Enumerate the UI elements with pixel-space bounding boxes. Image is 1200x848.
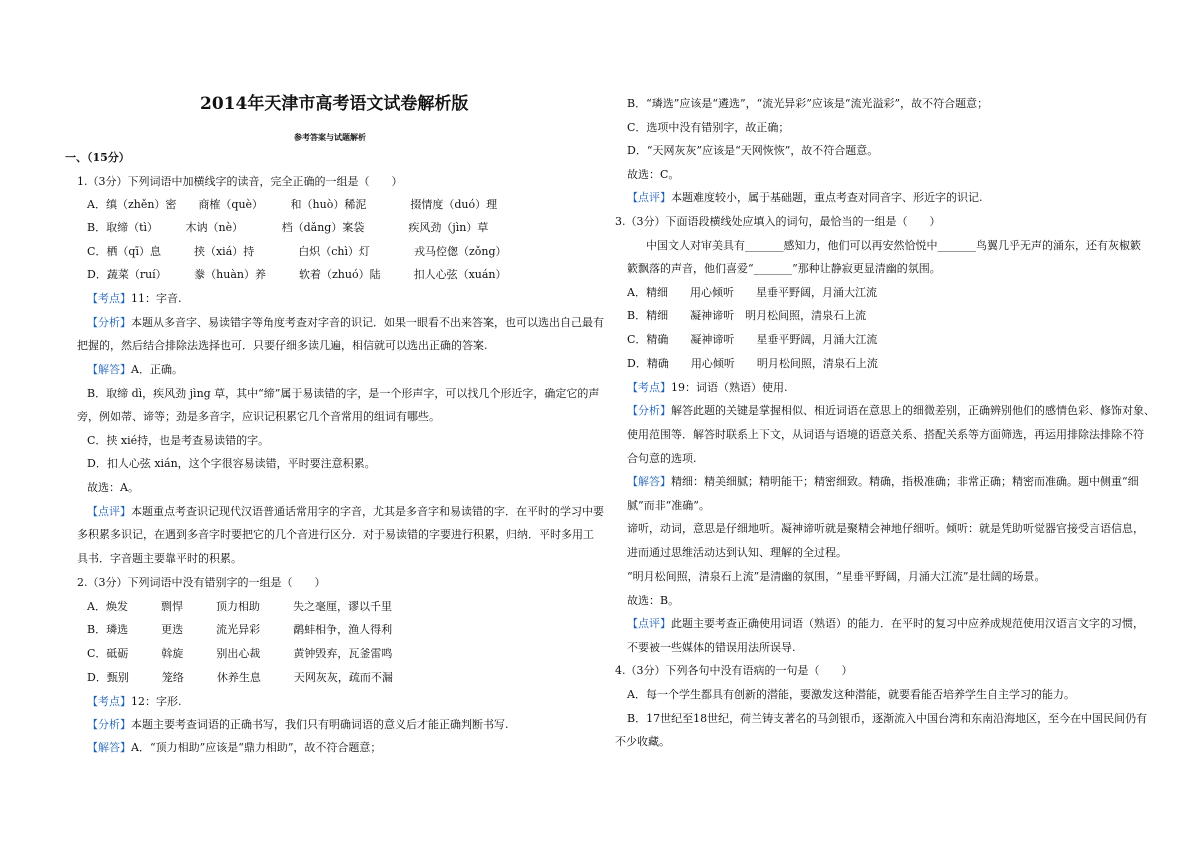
q3-answer: 故选：B。 xyxy=(627,594,680,607)
q3-dianping-2: 不要被一些媒体的错误用法所误导. xyxy=(627,641,796,654)
q1-dianping-3: 具书．字音题主要靠平时的积累。 xyxy=(77,552,242,565)
section-tag: 【考点】 xyxy=(627,381,671,394)
q3-fenxi-3: 合句意的选项. xyxy=(627,452,697,465)
q3-jieda-2: 腻”而非“准确”。 xyxy=(627,499,710,512)
q3-jieda-3: 谛听，动词，意思是仔细地听。凝神谛听就是聚精会神地仔细听。倾听：就是凭助听觉器官接受言语信息， xyxy=(627,522,1144,535)
q2-fenxi: 【分析】本题主要考查词语的正确书写，我们只有明确词语的意义后才能正确判断书写. xyxy=(87,718,509,731)
question-2-option-c: C．砥砺 斡旋 别出心裁 黄钟毁弃，瓦釜雷鸣 xyxy=(87,647,393,660)
question-2-stem: 2.（3分）下列词语中没有错别字的一组是（ ） xyxy=(77,576,326,589)
q1-dianping-1: 【点评】本题重点考查识记现代汉语普通话常用字的字音，尤其是多音字和易读错的字．在平时的学习中要 xyxy=(87,505,604,518)
q1-answer: 故选：A。 xyxy=(87,481,139,494)
section-tag: 【点评】 xyxy=(627,617,671,630)
q2-explain-d: D．“天网灰灰”应该是“天网恢恢”，故不符合题意。 xyxy=(627,144,879,157)
section-tag: 【解答】 xyxy=(87,741,131,754)
question-2-option-a: A．焕发 剽悍 顶力相助 失之毫厘，谬以千里 xyxy=(87,600,392,613)
q2-kaodian: 【考点】12：字形. xyxy=(87,695,182,708)
question-1-option-d: D．蔬菜（ruí） 豢（huàn）养 软着（zhuó）陆 扣人心弦（xuán） xyxy=(87,268,507,281)
q2-answer: 故选：C。 xyxy=(627,168,680,181)
q2-dianping: 【点评】本题难度较小，属于基础题，重点考查对同音字、形近字的识记. xyxy=(627,191,983,204)
question-3-stem: 3.（3分）下面语段横线处应填入的词句，最恰当的一组是（ ） xyxy=(615,215,941,228)
question-3-option-b: B．精细 凝神谛听 明月松间照，清泉石上流 xyxy=(627,309,867,322)
question-3-option-a: A．精细 用心倾听 星垂平野阔，月涌大江流 xyxy=(627,286,877,299)
question-1-option-a: A．缜（zhěn）密 商榷（què） 和（huò）稀泥 掇情度（duó）理 xyxy=(87,198,498,211)
q1-explain-b-1: B．取缔 dì，疾风劲 jìng 草，其中“缔”属于易读错的字，是一个形声字，可以找几个形近字，确定它的声 xyxy=(87,387,600,400)
question-4-option-b-1: B．17世纪至18世纪，荷兰铸支著名的马剑银币，逐渐流入中国台湾和东南沿海地区，至今在中国民间仍有 xyxy=(627,712,1148,725)
q1-explain-b-2: 旁，例如蒂、谛等；劲是多音字，应识记积累它几个音常用的组词有哪些。 xyxy=(77,410,440,423)
question-1-option-c: C．栖（qī）息 挟（xiá）持 白炽（chì）灯 戎马倥偬（zǒng） xyxy=(87,245,507,258)
q3-jieda-4: 进而通过思维活动达到认知、理解的全过程。 xyxy=(627,546,847,559)
section-tag: 【考点】 xyxy=(87,292,131,305)
q3-fenxi-2: 使用范围等．解答时联系上下文，从词语与语境的语意关系、搭配关系等方面筛选，再运用排除法排除不符 xyxy=(627,428,1144,441)
question-1-option-b: B．取缔（tì） 木讷（nè） 档（dǎng）案袋 疾风劲（jìn）草 xyxy=(87,221,489,234)
q1-fenxi-line-1: 【分析】本题从多音字、易读错字等角度考查对字音的识记．如果一眼看不出来答案，也可以选出自己最有 xyxy=(87,316,604,329)
question-3-option-c: C．精确 凝神谛听 星垂平野阔，月涌大江流 xyxy=(627,333,878,346)
q3-kaodian: 【考点】19：词语（熟语）使用. xyxy=(627,381,788,394)
section-tag: 【点评】 xyxy=(87,505,131,518)
page-title: 2014年天津市高考语文试卷解析版 xyxy=(200,94,469,114)
q1-jieda: 【解答】A．正确。 xyxy=(87,363,183,376)
question-3-option-d: D．精确 用心倾听 明月松间照，清泉石上流 xyxy=(627,357,878,370)
q1-fenxi-line-2: 把握的，然后结合排除法选择也可．只要仔细多读几遍，相信就可以选出正确的答案. xyxy=(77,339,488,352)
q3-jieda-5: “明月松间照，清泉石上流”是清幽的氛围，“星垂平野阔，月涌大江流”是壮阔的场景。 xyxy=(627,570,1046,583)
q3-jieda-1: 【解答】精细：精美细腻；精明能干；精密细致。精确，指极准确；非常正确；精密而准确。题中侧重“细 xyxy=(627,475,1139,488)
page-subtitle: 参考答案与试题解析 xyxy=(294,132,366,142)
section-tag: 【点评】 xyxy=(627,191,671,204)
section-tag: 【分析】 xyxy=(87,718,131,731)
q3-dianping-1: 【点评】此题主要考查正确使用词语（熟语）的能力．在平时的复习中应养成规范使用汉语言文字的习惯， xyxy=(627,617,1144,630)
question-4-option-b-2: 不少收藏。 xyxy=(615,735,670,748)
section-tag: 【分析】 xyxy=(627,404,671,417)
q2-explain-b: B．“璘选”应该是“遴选”，“流光异彩”应该是“流光溢彩”，故不符合题意； xyxy=(627,97,989,110)
question-1-stem: 1.（3分）下列词语中加横线字的读音，完全正确的一组是（ ） xyxy=(77,175,403,188)
question-2-option-b: B．璘选 更迭 流光异彩 鹬蚌相争，渔人得利 xyxy=(87,623,393,636)
q2-jieda: 【解答】A．“顶力相助”应该是“鼎力相助”，故不符合题意； xyxy=(87,741,382,754)
question-4-stem: 4.（3分）下列各句中没有语病的一句是（ ） xyxy=(615,664,853,677)
q1-explain-c: C．挟 xié持，也是考查易读错的字。 xyxy=(87,434,270,447)
q1-dianping-2: 多积累多识记，在遇到多音字时要把它的几个音进行区分．对于易读错的字要进行积累，归纳．平时多用工 xyxy=(77,528,594,541)
section-tag: 【解答】 xyxy=(87,363,131,376)
q1-kaodian: 【考点】11：字音. xyxy=(87,292,182,305)
question-2-option-d: D．甄别 笼络 休养生息 天网灰灰，疏而不漏 xyxy=(87,671,393,684)
section-tag: 【分析】 xyxy=(87,316,131,329)
q3-fenxi-1: 【分析】解答此题的关键是掌握相似、相近词语在意思上的细微差别，正确辨别他们的感情色彩、修饰对象、 xyxy=(627,404,1155,417)
q1-explain-d: D．扣人心弦 xián，这个字很容易读错，平时要注意积累。 xyxy=(87,457,376,470)
question-3-passage-1: 中国文人对审美具有_______感知力，他们可以再安然恰悦中_______鸟翼几乎无声的涌东，还有灰椒簌 xyxy=(646,239,1141,252)
question-3-passage-2: 簌飘落的声音，他们喜爱“_______”那种让静寂更显清幽的氛围。 xyxy=(627,262,941,275)
section-heading: 一、（15分） xyxy=(65,151,130,164)
section-tag: 【考点】 xyxy=(87,695,131,708)
question-4-option-a: A．每一个学生都具有创新的潜能，要激发这种潜能，就要看能否培养学生自主学习的能力。 xyxy=(627,688,1075,701)
q2-explain-c: C．选项中没有错别字，故正确； xyxy=(627,121,790,134)
section-tag: 【解答】 xyxy=(627,475,671,488)
